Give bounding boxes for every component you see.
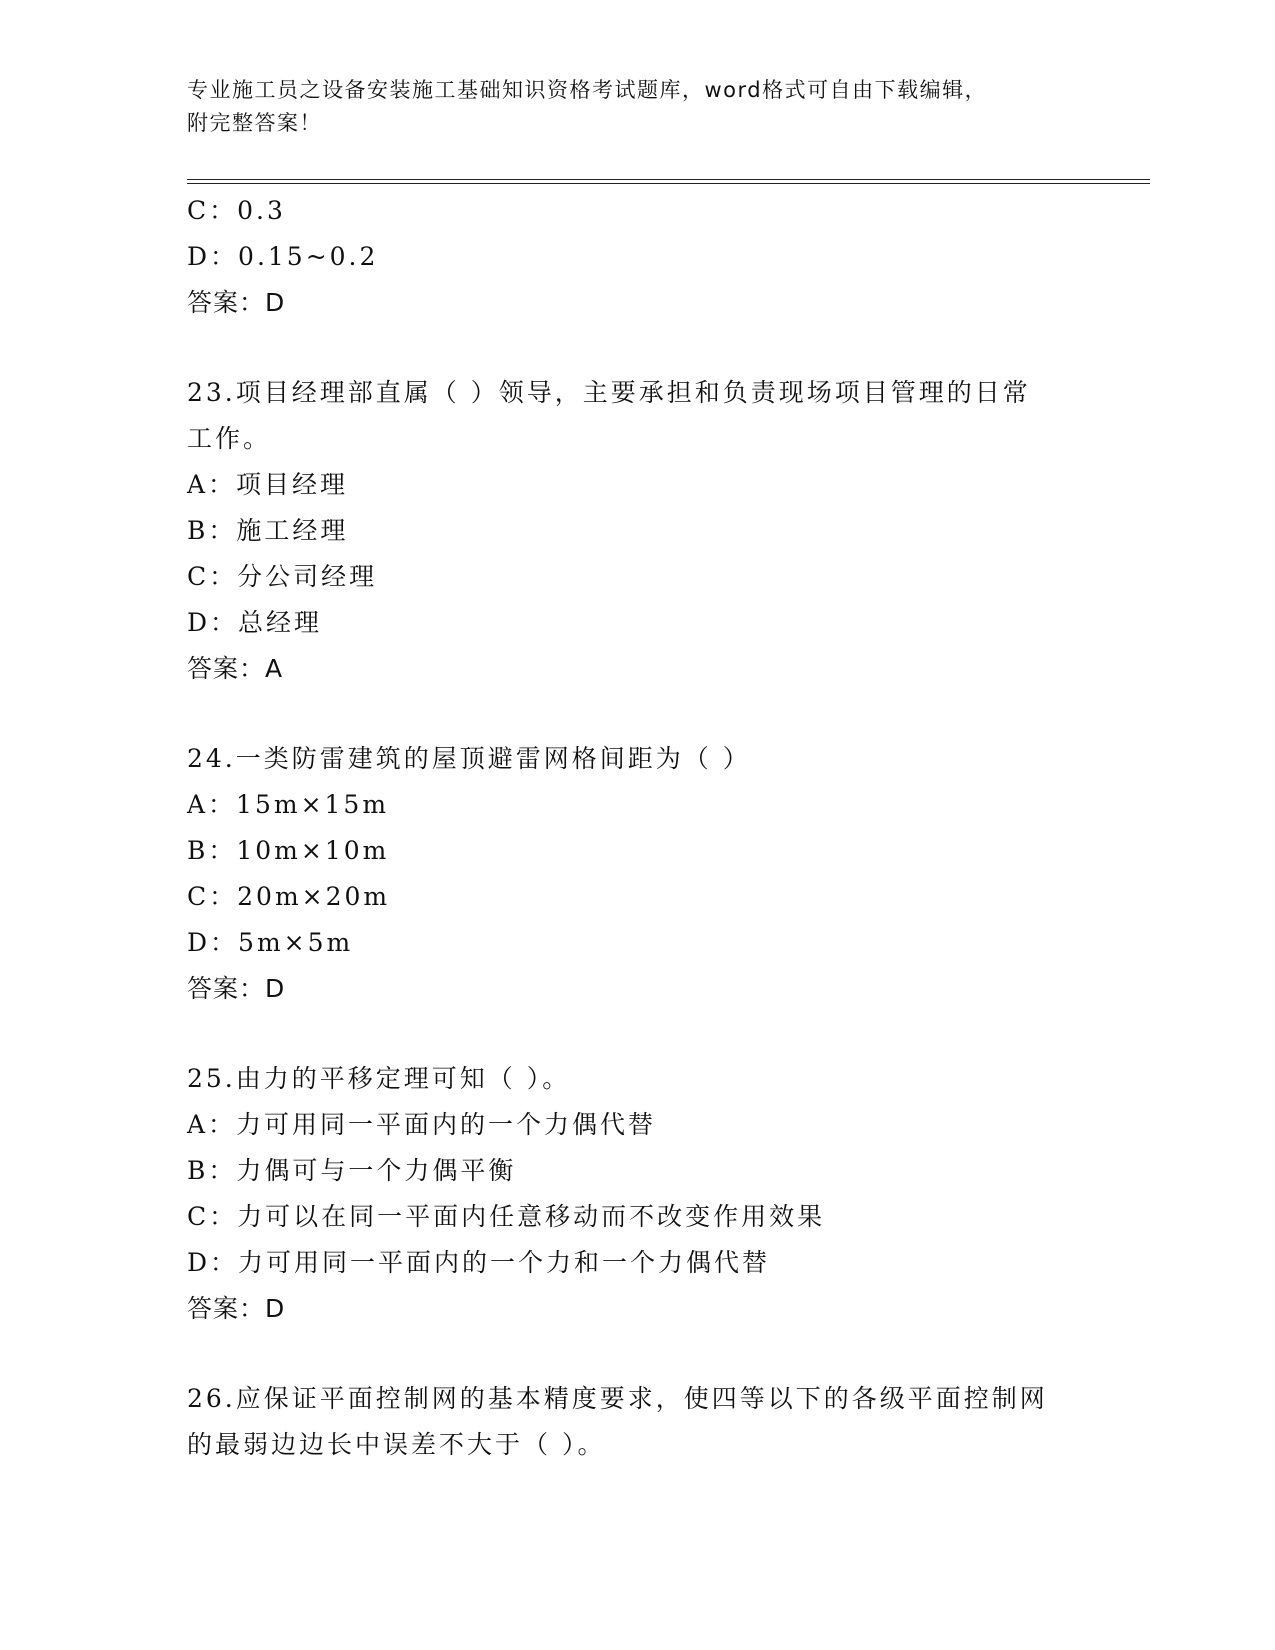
question-24	[187, 736, 1087, 1012]
option-c: C：20m×20m	[187, 882, 391, 911]
option-d: D：总经理	[187, 608, 323, 637]
question-25	[187, 1056, 1087, 1332]
question-26	[187, 1376, 1087, 1468]
answer: 答案：D	[187, 288, 286, 317]
spacer	[187, 1332, 1087, 1376]
header-line-2: 附完整答案！	[187, 111, 322, 135]
spacer	[187, 692, 1087, 736]
spacer	[187, 326, 1087, 370]
answer: 答案：D	[187, 1294, 286, 1323]
question-stem: 24.一类防雷建筑的屋顶避雷网格间距为（ ）	[187, 744, 751, 773]
answer: 答案：A	[187, 654, 284, 683]
option-a: A：项目经理	[187, 470, 349, 499]
question-stem: 25.由力的平移定理可知（ ）。	[187, 1064, 571, 1093]
option-c: C：分公司经理	[187, 562, 378, 591]
option-a: A：15m×15m	[187, 790, 390, 819]
header-divider-bottom	[187, 183, 1150, 184]
question-stem: 26.应保证平面控制网的基本精度要求，使四等以下的各级平面控制网	[187, 1384, 1048, 1413]
answer: 答案：D	[187, 974, 286, 1003]
option-d: D：0.15~0.2	[187, 242, 379, 271]
option-b: B：力偶可与一个力偶平衡	[187, 1156, 517, 1185]
option-d: D：力可用同一平面内的一个力和一个力偶代替	[187, 1248, 771, 1277]
question-stem-continued: 的最弱边边长中误差不大于（ ）。	[187, 1430, 606, 1459]
option-a: A：力可用同一平面内的一个力偶代替	[187, 1110, 657, 1139]
question-stem-continued: 工作。	[187, 424, 272, 453]
header-divider-top	[187, 179, 1150, 180]
question-22-tail	[187, 188, 1087, 326]
question-23	[187, 370, 1087, 692]
option-c: C：0.3	[187, 196, 286, 225]
document-header	[187, 74, 1067, 140]
spacer	[187, 1012, 1087, 1056]
question-stem: 23.项目经理部直属（ ）领导，主要承担和负责现场项目管理的日常	[187, 378, 1031, 407]
question-list	[187, 188, 1087, 1468]
option-c: C：力可以在同一平面内任意移动而不改变作用效果	[187, 1202, 826, 1231]
option-b: B：施工经理	[187, 516, 349, 545]
header-line-1: 专业施工员之设备安装施工基础知识资格考试题库，word格式可自由下载编辑，	[187, 78, 988, 102]
option-d: D：5m×5m	[187, 928, 354, 957]
option-b: B：10m×10m	[187, 836, 390, 865]
